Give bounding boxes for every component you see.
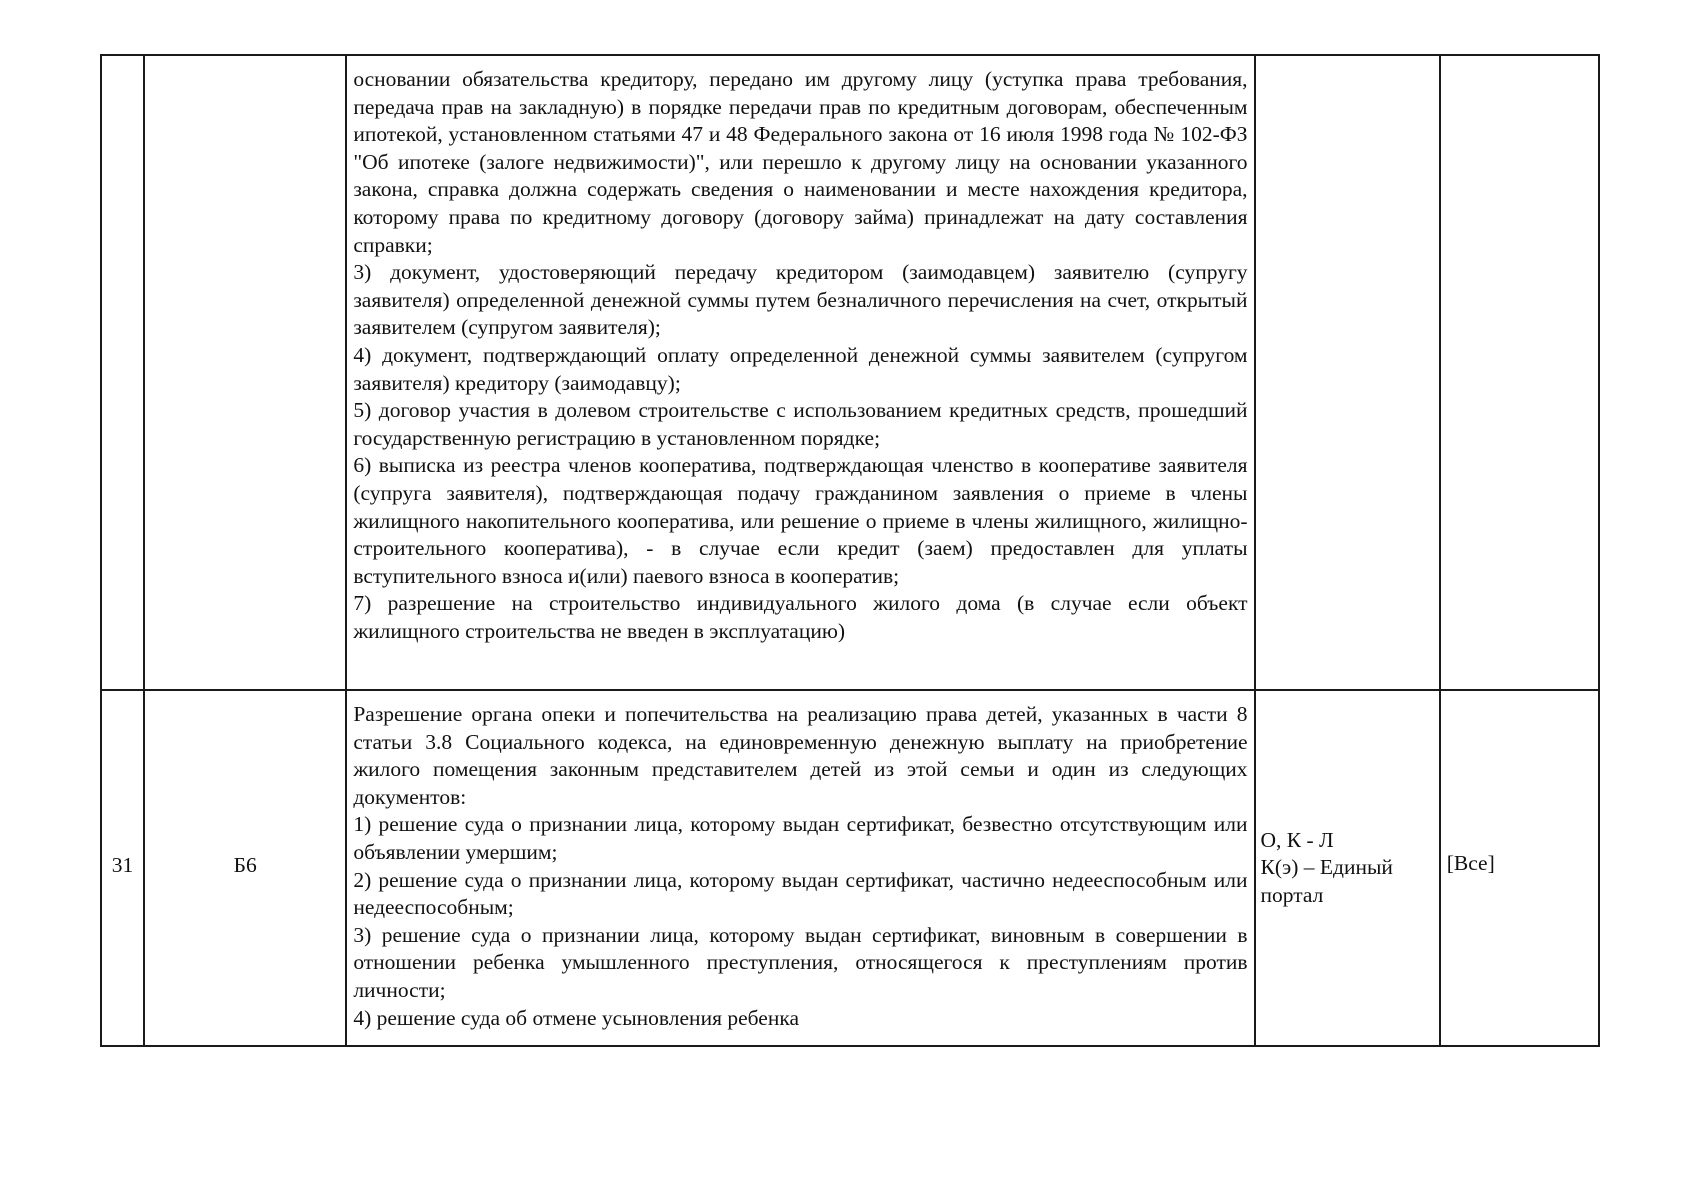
row-number-cell	[101, 55, 144, 690]
table-row-continuation	[101, 55, 1599, 690]
document-code-cell	[144, 55, 346, 690]
document-code-cell	[144, 690, 346, 1046]
submission-form-cell	[1255, 690, 1440, 1046]
row-number-cell	[101, 690, 144, 1046]
description-paragraph: 3) решение суда о признании лица, которому выдан сертификат, виновным в совершении в отношении ребенка умышленного преступления, относящегося к преступлениям против личности;	[353, 922, 1248, 1002]
submission-form-line: К(э) – Единый	[1260, 855, 1393, 880]
category: [Все]	[1446, 851, 1495, 876]
description-paragraph: 4) решение суда об отмене усыновления ребенка	[353, 1005, 799, 1030]
document-description-cell	[346, 690, 1254, 1046]
description-paragraph: 2) решение суда о признании лица, которому выдан сертификат, частично недееспособным или недееспособным;	[353, 867, 1248, 920]
description-paragraph: основании обязательства кредитору, передано им другому лицу (уступка права требования, передача прав на закладную) в порядке передачи прав по кредитным договорам, обеспеченным ипотекой, установленном статьями 47 и 48 Федерального закона от 16 июля 1998 года № 102-ФЗ "Об ипотеке (залоге недвижимости)", или перешло к другому лицу на основании указанного закона, справка должна содержать сведения о наименовании и месте нахождения кредитора, которому права по кредитному договору (договору займа) принадлежат на дату составления справки;	[353, 67, 1248, 257]
table-row-31	[101, 690, 1599, 1046]
description-paragraph: 7) разрешение на строительство индивидуального жилого дома (в случае если объект жилищного строительства не введен в эксплуатацию)	[353, 591, 1248, 643]
submission-form-cell	[1255, 55, 1440, 690]
document-code: Б6	[233, 853, 257, 878]
category-cell	[1440, 690, 1599, 1046]
description-paragraph: 5) договор участия в долевом строительстве с использованием кредитных средств, прошедший государственную регистрацию в установленном порядке;	[353, 398, 1248, 450]
description-paragraph: 6) выписка из реестра членов кооператива, подтверждающая членство в кооперативе заявителя (супруга заявителя), подтверждающая подачу гражданином заявления о приеме в члены жилищного накопительного кооператива, или решение о приеме в члены жилищного, жилищно-строительного кооператива), - в случае если кредит (заем) предоставлен для уплаты вступительного взноса и(или) паевого взноса в кооператив;	[353, 453, 1248, 588]
description-paragraph: Разрешение органа опеки и попечительства на реализацию права детей, указанных в части 8 статьи 3.8 Социального кодекса, на единовременную денежную выплату на приобретение жилого помещения законным представителем детей из этой семьи и один из следующих документов:	[353, 702, 1248, 809]
document-description	[347, 56, 1253, 645]
submission-form	[1256, 827, 1439, 910]
description-paragraph: 1) решение суда о признании лица, которому выдан сертификат, безвестно отсутствующим или объявлении умершим;	[353, 812, 1248, 864]
row-number: 31	[111, 853, 134, 878]
submission-form-line: О, К - Л	[1260, 827, 1334, 852]
description-paragraph: 3) документ, удостоверяющий передачу кредитором (заимодавцем) заявителю (супругу заявителя) определенной денежной суммы путем безналичного перечисления на счет, открытый заявителем (супругом заявителя);	[353, 260, 1248, 340]
document-description-cell	[346, 55, 1254, 690]
submission-form-line: портал	[1260, 882, 1324, 907]
documents-table	[100, 54, 1600, 1047]
document-description	[347, 691, 1253, 1032]
description-paragraph: 4) документ, подтверждающий оплату определенной денежной суммы заявителем (супругом заявителя) кредитору (заимодавцу);	[353, 342, 1248, 395]
category-cell	[1440, 55, 1599, 690]
